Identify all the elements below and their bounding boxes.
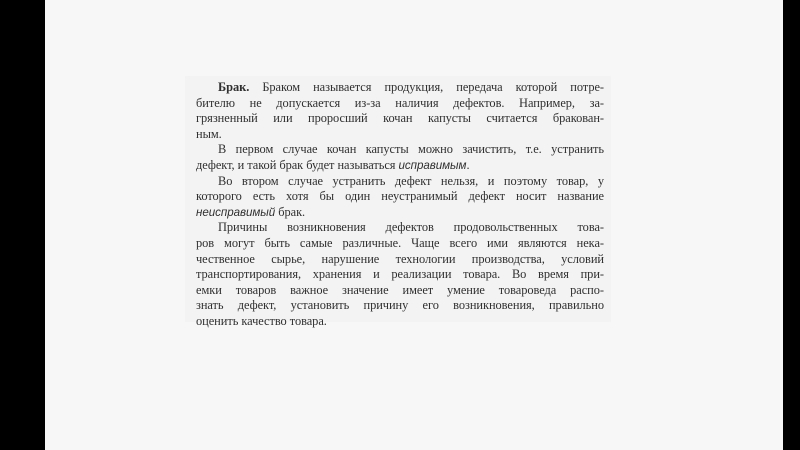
text-line xyxy=(196,80,604,96)
left-black-bar xyxy=(0,0,45,450)
text-segment: . xyxy=(466,157,470,172)
text-segment: знать дефект, установить причину его возникновения, правильно xyxy=(196,298,604,313)
text-line xyxy=(196,220,604,236)
text-segment: транспортирования, хранения и реализации товара. Во время при- xyxy=(196,267,604,282)
text-line xyxy=(196,142,604,158)
text-segment: Браком называется продукция, передача которой потре- xyxy=(249,80,604,94)
text-line xyxy=(196,158,604,174)
text-line xyxy=(196,174,604,190)
text-line xyxy=(196,252,604,268)
emphasized-term: исправимым xyxy=(398,158,467,172)
text-line xyxy=(196,298,604,314)
text-line xyxy=(196,314,604,330)
text-segment: бителю не допускается из-за наличия дефектов. Например, за- xyxy=(196,95,604,110)
text-line xyxy=(196,267,604,283)
right-black-bar xyxy=(783,0,800,450)
text-segment: брак. xyxy=(275,204,306,219)
text-line xyxy=(196,236,604,252)
text-segment: Во втором случае устранить дефект нельзя, и поэтому товар, у xyxy=(218,173,604,188)
text-segment: ров могут быть самые различные. Чаще всего ими являются нека- xyxy=(196,235,604,250)
term-heading: Брак. xyxy=(218,80,250,94)
text-line xyxy=(196,189,604,205)
text-segment: оценить качество товара. xyxy=(196,313,327,328)
emphasized-term: неисправимый xyxy=(196,205,276,219)
text-segment: В первом случае кочан капусты можно зачистить, т.е. устранить xyxy=(218,142,604,157)
text-segment: чественное сырье, нарушение технологии производства, условий xyxy=(196,251,604,266)
text-segment: Причины возникновения дефектов продовольственных това- xyxy=(218,220,604,235)
text-line xyxy=(196,283,604,299)
text-segment: которого есть хотя бы один неустранимый дефект носит название xyxy=(196,189,604,204)
text-line xyxy=(196,127,604,143)
scanned-text-block xyxy=(185,76,611,328)
text-line xyxy=(196,205,604,221)
text-segment: ным. xyxy=(196,126,222,141)
text-line xyxy=(196,96,604,112)
text-segment: емки товаров важное значение имеет умение товароведа распо- xyxy=(196,282,604,297)
text-line xyxy=(196,111,604,127)
text-segment: дефект, и такой брак будет называться xyxy=(196,157,399,172)
text-segment: грязненный или проросший кочан капусты считается бракован- xyxy=(196,111,604,126)
